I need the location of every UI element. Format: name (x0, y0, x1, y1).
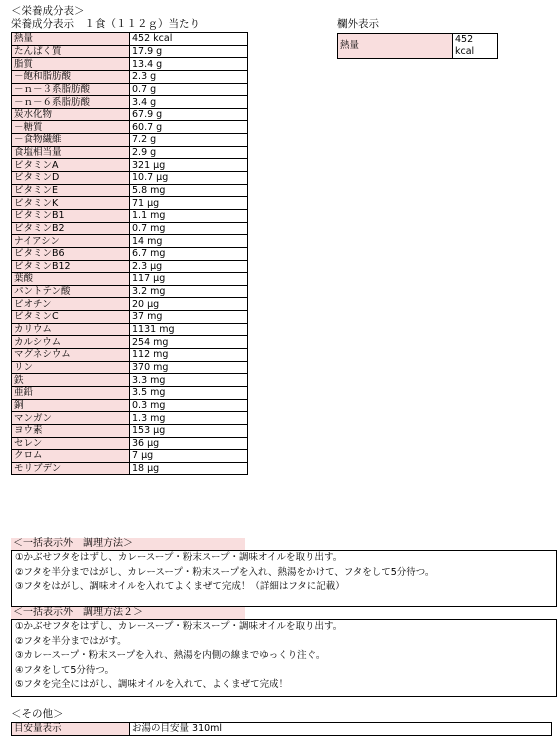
section-title: ＜栄養成分表＞ (11, 5, 85, 17)
nutrient-value: 37 mg (130, 311, 248, 324)
other-title: ＜その他＞ (11, 708, 64, 720)
nutrient-value: 7 μg (130, 450, 248, 463)
table-row (12, 450, 248, 463)
nutrient-label: 脂質 (12, 58, 130, 71)
nutrient-value: 0.3 mg (130, 399, 248, 412)
nutrient-label: ビタミンB12 (12, 260, 130, 273)
nutrient-label: たんぱく質 (12, 45, 130, 58)
nutrient-value: 2.3 μg (130, 260, 248, 273)
table-row (12, 33, 248, 46)
cooking2-line: ①かぶせフタをはずし、カレースープ・粉末スープ・調味オイルを取り出す。 (15, 621, 343, 632)
nutrient-label: 銅 (12, 399, 130, 412)
cooking2-line: ⑤フタを完全にはがし、調味オイルを入れて、よくまぜて完成！ (15, 679, 289, 690)
nutrient-value: 370 mg (130, 361, 248, 374)
nutrient-label: 葉酸 (12, 273, 130, 286)
nutrient-label: 熱量 (12, 33, 130, 46)
nutrient-value: 153 μg (130, 424, 248, 437)
nutrient-label: セレン (12, 437, 130, 450)
nutrient-label: －食物繊維 (12, 134, 130, 147)
other-label: 目安量表示 (12, 723, 130, 736)
table-row (12, 197, 248, 210)
table-row (12, 349, 248, 362)
side-value: 452 kcal (453, 34, 498, 59)
nutrient-label: ビタミンB1 (12, 209, 130, 222)
nutrient-label: モリブデン (12, 462, 130, 475)
table-row (12, 311, 248, 324)
nutrient-label: マグネシウム (12, 349, 130, 362)
cooking1-line: ②フタを半分まではがし、カレースープ・粉末スープを入れ、熱湯をかけて、フタをして5分待つ。 (15, 566, 435, 578)
cooking1-title: ＜一括表示外 調理方法＞ (11, 538, 245, 550)
nutrient-value: 60.7 g (130, 121, 248, 134)
nutrient-label: ビタミンK (12, 197, 130, 210)
table-row (12, 399, 248, 412)
table-row (12, 323, 248, 336)
side-table (337, 33, 498, 59)
nutrient-value: 254 mg (130, 336, 248, 349)
nutrient-value: 3.3 mg (130, 374, 248, 387)
nutrient-label: クロム (12, 450, 130, 463)
nutrient-value: 13.4 g (130, 58, 248, 71)
nutrient-value: 10.7 μg (130, 172, 248, 185)
nutrient-value: 3.5 mg (130, 386, 248, 399)
nutrient-value: 1.1 mg (130, 209, 248, 222)
nutrient-value: 321 μg (130, 159, 248, 172)
side-title: 欄外表示 (337, 18, 379, 30)
table-row (12, 96, 248, 109)
table-row (12, 172, 248, 185)
nutrient-value: 14 mg (130, 235, 248, 248)
nutrient-label: カリウム (12, 323, 130, 336)
table-row (338, 34, 498, 59)
nutrient-value: 3.4 g (130, 96, 248, 109)
cooking2-line: ④フタをして5分待つ。 (15, 664, 115, 676)
nutrient-label: ビオチン (12, 298, 130, 311)
nutrient-label: 亜鉛 (12, 386, 130, 399)
table-row (12, 260, 248, 273)
nutrient-label: 鉄 (12, 374, 130, 387)
nutrient-label: ビタミンE (12, 184, 130, 197)
table-row (12, 374, 248, 387)
nutrient-label: ヨウ素 (12, 424, 130, 437)
cooking2-line: ③カレースープ・粉末スープを入れ、熱湯を内側の線までゆっくり注ぐ。 (15, 650, 326, 661)
nutrient-value: 5.8 mg (130, 184, 248, 197)
nutrient-label: リン (12, 361, 130, 374)
nutrient-value: 6.7 mg (130, 247, 248, 260)
table-row (12, 386, 248, 399)
other-table (11, 722, 552, 736)
table-row (12, 209, 248, 222)
table-row (12, 184, 248, 197)
table-row (12, 222, 248, 235)
nutrient-label: －糖質 (12, 121, 130, 134)
table-row (12, 159, 248, 172)
cooking1-line: ①かぶせフタをはずし、カレースープ・粉末スープ・調味オイルを取り出す。 (15, 552, 343, 563)
nutrient-label: ビタミンA (12, 159, 130, 172)
nutrient-label: ナイアシン (12, 235, 130, 248)
table-row (12, 424, 248, 437)
nutrient-label: ビタミンD (12, 172, 130, 185)
table-row (12, 298, 248, 311)
nutrient-value: 7.2 g (130, 134, 248, 147)
table-row (12, 273, 248, 286)
nutrient-value: 452 kcal (130, 33, 248, 46)
table-title: 栄養成分表示 １食（１１２ｇ）当たり (11, 18, 200, 30)
other-value: お湯の目安量 310ml (130, 723, 552, 736)
nutrient-value: 20 μg (130, 298, 248, 311)
nutrient-value: 2.9 g (130, 146, 248, 159)
cooking2-line: ②フタを半分まではがす。 (15, 635, 127, 647)
nutrient-value: 36 μg (130, 437, 248, 450)
nutrient-value: 117 μg (130, 273, 248, 286)
nutrient-label: 食塩相当量 (12, 146, 130, 159)
table-row (12, 361, 248, 374)
table-row (12, 45, 248, 58)
nutrient-label: ビタミンB6 (12, 247, 130, 260)
table-row (12, 336, 248, 349)
table-row (12, 121, 248, 134)
cooking1-box (11, 550, 557, 607)
cooking2-box (11, 619, 557, 697)
nutrient-value: 18 μg (130, 462, 248, 475)
cooking1-line: ③フタをはがし、調味オイルを入れてよくまぜて完成！（詳細はフタに記載） (15, 581, 345, 592)
table-row (12, 83, 248, 96)
nutrient-value: 112 mg (130, 349, 248, 362)
nutrient-label: －ｎ－３系脂肪酸 (12, 83, 130, 96)
table-row (12, 437, 248, 450)
table-row (12, 146, 248, 159)
nutrient-value: 1.3 mg (130, 412, 248, 425)
cooking2-title: ＜一括表示外 調理方法２＞ (11, 607, 245, 619)
table-row (12, 134, 248, 147)
nutrient-value: 0.7 mg (130, 222, 248, 235)
nutrient-value: 17.9 g (130, 45, 248, 58)
nutrient-value: 3.2 mg (130, 285, 248, 298)
table-row (12, 108, 248, 121)
nutrient-value: 71 μg (130, 197, 248, 210)
table-row (12, 462, 248, 475)
nutrient-value: 1131 mg (130, 323, 248, 336)
table-row (12, 247, 248, 260)
nutrient-label: 炭水化物 (12, 108, 130, 121)
nutrient-label: －飽和脂肪酸 (12, 70, 130, 83)
nutrient-label: ビタミンB2 (12, 222, 130, 235)
nutrient-value: 2.3 g (130, 70, 248, 83)
nutrition-table (11, 32, 248, 475)
nutrient-label: －ｎ－６系脂肪酸 (12, 96, 130, 109)
side-label: 熱量 (338, 34, 453, 59)
nutrient-label: パントテン酸 (12, 285, 130, 298)
nutrient-label: マンガン (12, 412, 130, 425)
nutrient-label: ビタミンC (12, 311, 130, 324)
nutrient-value: 0.7 g (130, 83, 248, 96)
table-row (12, 723, 552, 736)
table-row (12, 412, 248, 425)
table-row (12, 70, 248, 83)
table-row (12, 58, 248, 71)
table-row (12, 285, 248, 298)
table-row (12, 235, 248, 248)
nutrient-label: カルシウム (12, 336, 130, 349)
nutrient-value: 67.9 g (130, 108, 248, 121)
